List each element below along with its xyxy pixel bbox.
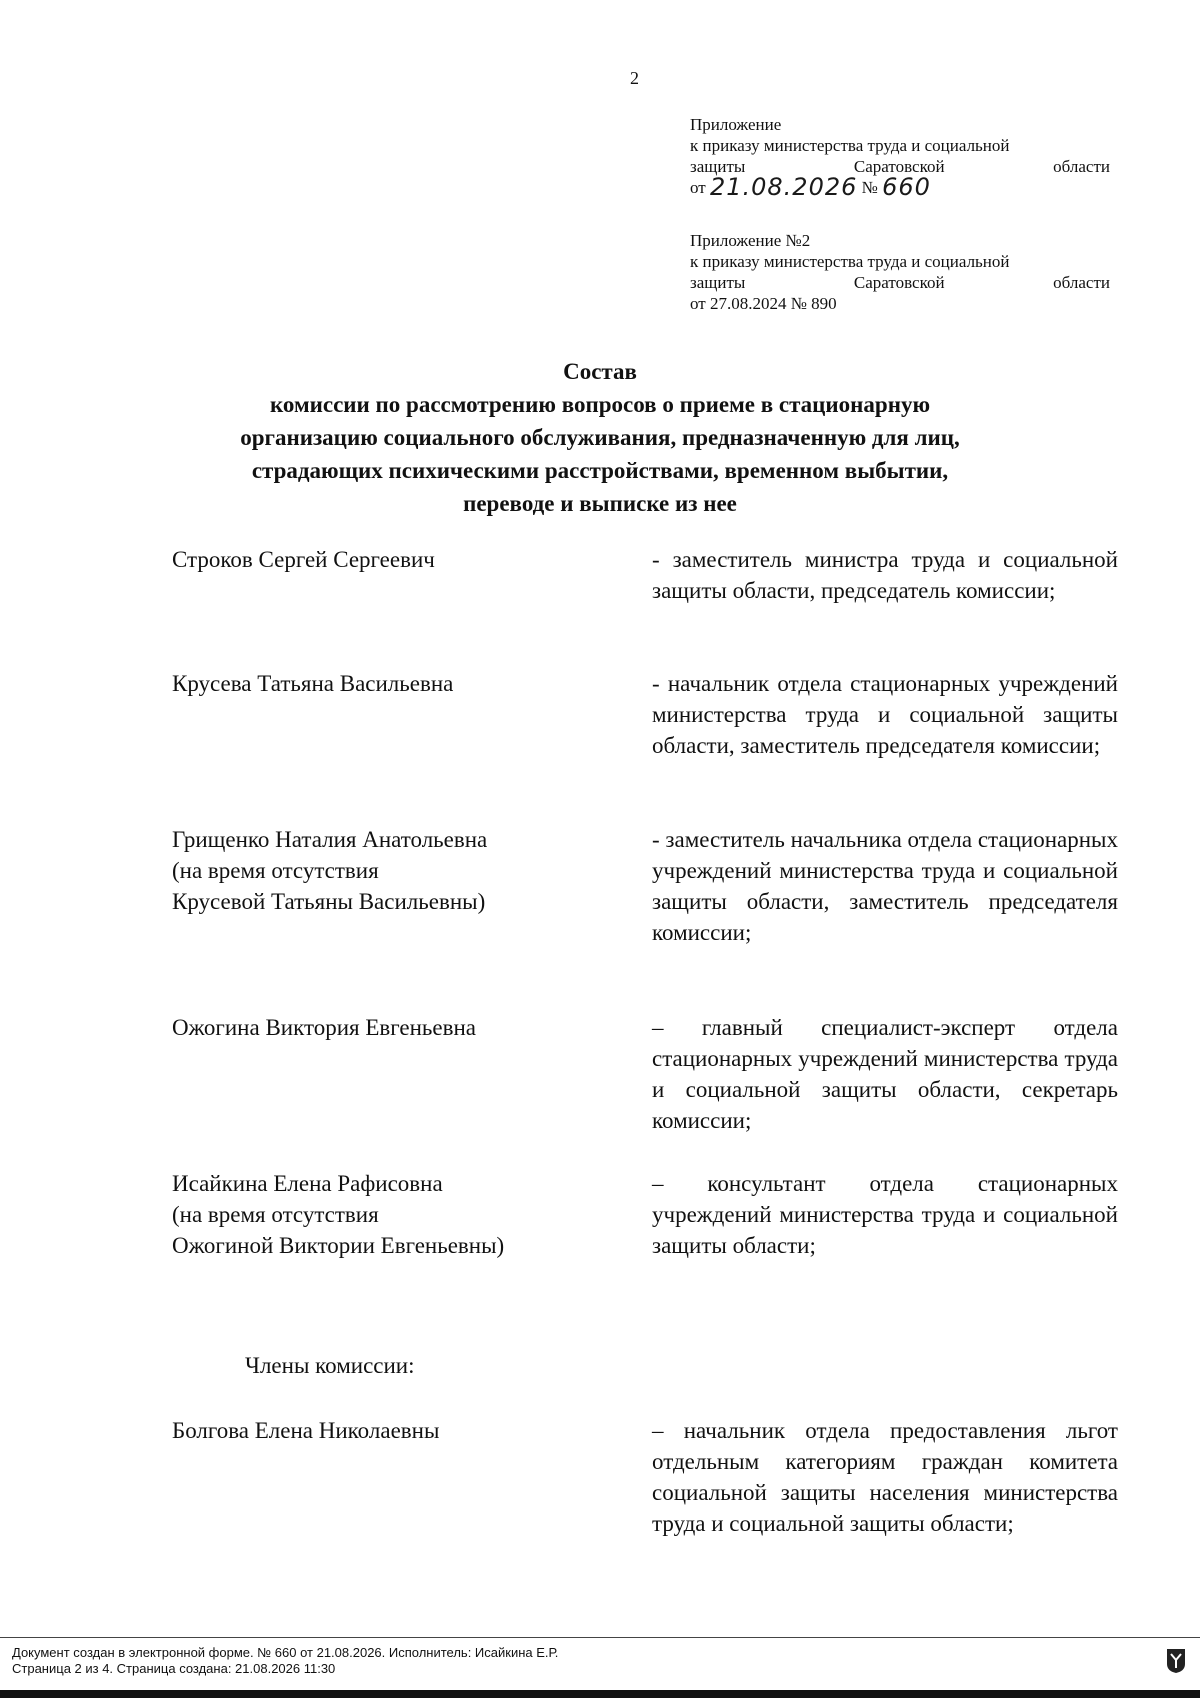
member-row [172, 1415, 1118, 1539]
appendix-title: Приложение №2 [690, 231, 811, 250]
document-title [150, 355, 1050, 520]
member-name: Болгова Елена Николаевны [172, 1418, 440, 1443]
footer [12, 1645, 558, 1677]
member-name: Строков Сергей Сергеевич [172, 547, 435, 572]
appendix-current-order [690, 114, 1110, 201]
footer-divider [0, 1637, 1200, 1638]
title-line: переводе и выписке из нее [463, 491, 737, 516]
member-name: Грищенко Наталия Анатольевна (на время отсутствия Крусевой Татьяны Васильевны) [172, 827, 488, 914]
member-row [172, 824, 1118, 948]
member-name: Исайкина Елена Рафисовна (на время отсутствия Ожогиной Виктории Евгеньевны) [172, 1171, 505, 1258]
title-line: комиссии по рассмотрению вопросов о приеме в стационарную [269, 392, 931, 417]
member-name: Ожогина Виктория Евгеньевна [172, 1015, 476, 1040]
footer-line: Документ создан в электронной форме. № 660 от 21.08.2026. Исполнитель: Исайкина Е.Р. [12, 1645, 559, 1660]
appendix-line2: защиты Саратовской области [690, 273, 1110, 292]
handwritten-number: 660 [882, 173, 931, 201]
appendix-line1: к приказу министерства труда и социальной [690, 252, 1010, 271]
member-row [172, 1168, 1118, 1261]
handwritten-date: 21.08.2026 [709, 173, 858, 201]
appendix-line2: защиты Саратовской области [690, 157, 1110, 176]
page-number: 2 [630, 68, 639, 88]
appendix-title: Приложение [690, 115, 782, 134]
member-row [172, 544, 1118, 606]
footer-line: Страница 2 из 4. Страница создана: 21.08.2026 11:30 [12, 1661, 336, 1676]
coat-of-arms-icon [1166, 1648, 1186, 1674]
member-name: Крусева Татьяна Васильевна [172, 671, 454, 696]
scan-bottom-edge [0, 1690, 1200, 1698]
member-role: – консультант отдела стационарных учреждений министерства труда и социальной защиты области; [652, 1171, 1118, 1258]
appendix-line3: от 27.08.2024 № 890 [690, 294, 837, 313]
appendix-original-order [690, 230, 1110, 314]
member-role: – главный специалист-эксперт отдела стационарных учреждений министерства труда и социальной защиты области, секретарь комиссии; [652, 1015, 1118, 1133]
appendix-line1: к приказу министерства труда и социальной [690, 136, 1010, 155]
member-row [172, 668, 1118, 761]
members-heading: Члены комиссии: [245, 1353, 415, 1378]
appendix-date-line: от 21.08.2026 № 660 [690, 173, 931, 201]
title-line: страдающих психическими расстройствами, временном выбытии, [251, 458, 949, 483]
title-main: Состав [563, 359, 637, 384]
title-line: организацию социального обслуживания, предназначенную для лиц, [240, 425, 960, 450]
member-row [172, 1012, 1118, 1136]
member-role: – начальник отдела предоставления льгот отдельным категориям граждан комитета социальной защиты населения министерства труда и социальной защиты области; [652, 1418, 1118, 1536]
member-role: - заместитель министра труда и социальной защиты области, председатель комиссии; [652, 547, 1118, 603]
member-role: - заместитель начальника отдела стационарных учреждений министерства труда и социальной защиты области, заместитель председателя комиссии; [652, 827, 1118, 945]
member-role: - начальник отдела стационарных учреждений министерства труда и социальной защиты области, заместитель председателя комиссии; [652, 671, 1118, 758]
